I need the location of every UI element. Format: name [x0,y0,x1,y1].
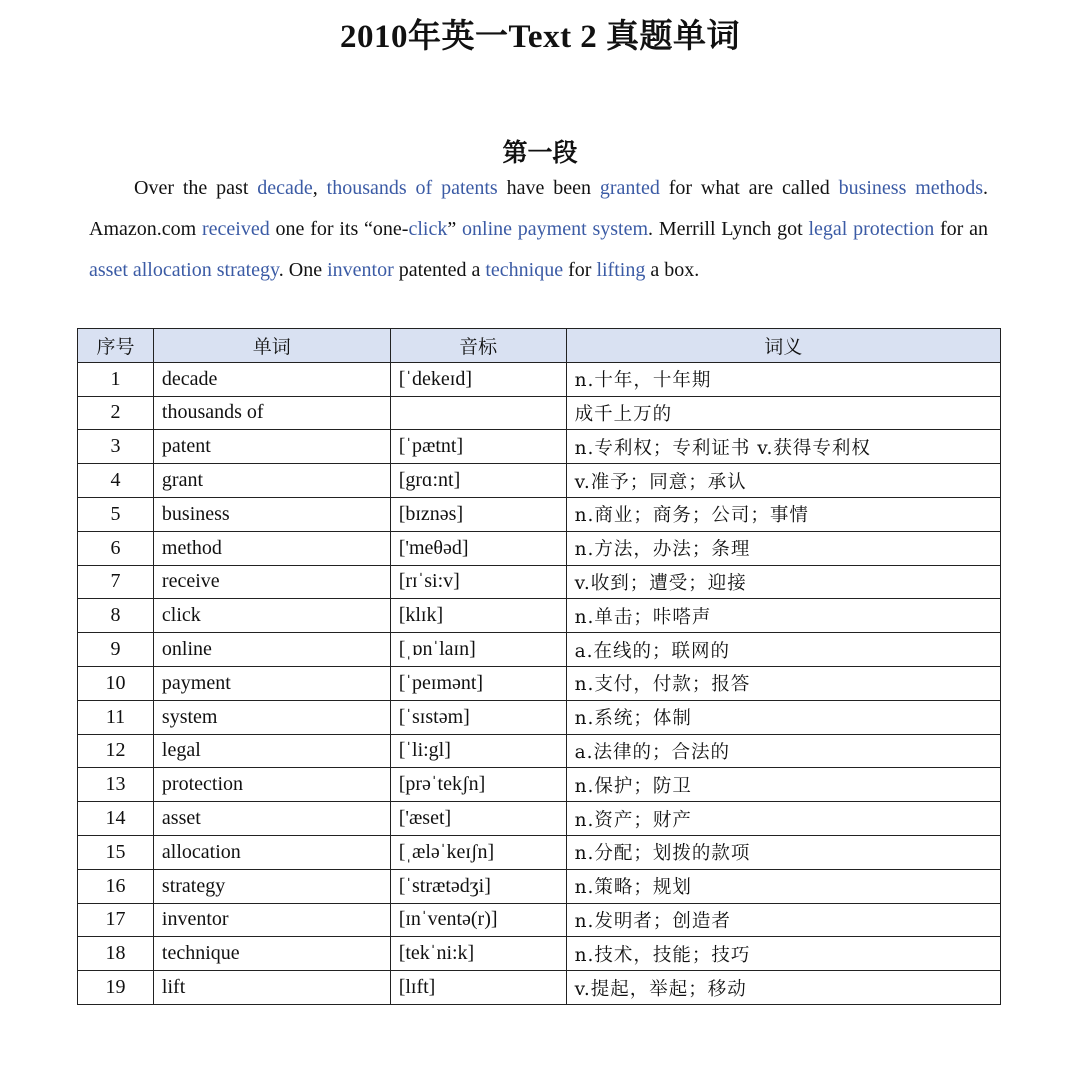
highlighted-term: online payment system [462,218,649,240]
row-meaning: n.商业；商务；公司；事情 [566,497,1000,531]
row-index: 10 [78,666,154,700]
row-phonetic: [prəˈtekʃn] [390,768,566,802]
row-word: strategy [153,869,390,903]
row-index: 1 [78,362,154,396]
row-meaning: v.收到；遭受；迎接 [566,565,1000,599]
table-row [78,362,1001,396]
highlighted-term: technique [485,259,564,281]
row-meaning: v.提起，举起；移动 [566,971,1000,1005]
paragraph-text: . Merrill Lynch got [648,218,809,240]
row-index: 13 [78,768,154,802]
row-phonetic [390,396,566,430]
paragraph-text: one for its “one- [269,218,409,240]
row-meaning: n.单击；咔嗒声 [566,599,1000,633]
row-index: 19 [78,971,154,1005]
row-meaning: n.支付，付款；报答 [566,666,1000,700]
row-meaning: n.十年，十年期 [566,362,1000,396]
paragraph-text: for an [934,218,989,240]
row-word: allocation [153,835,390,869]
row-phonetic: [tekˈni:k] [390,937,566,971]
row-index: 11 [78,700,154,734]
row-phonetic: [ˈsɪstəm] [390,700,566,734]
row-word: online [153,633,390,667]
paragraph-text: patented a [393,259,486,281]
paragraph-text: . One [278,259,328,281]
row-phonetic: [ˈpeɪmənt] [390,666,566,700]
paragraph-text: Over the past [134,177,258,199]
table-row [78,497,1001,531]
row-word: thousands of [153,396,390,430]
row-index: 7 [78,565,154,599]
row-word: receive [153,565,390,599]
row-meaning: n.发明者；创造者 [566,903,1000,937]
paragraph-text: . Amazon.com [89,177,989,240]
row-meaning: n.方法，办法；条理 [566,531,1000,565]
paragraph-text: have been [497,177,600,199]
row-meaning: n.系统；体制 [566,700,1000,734]
row-phonetic: [lɪft] [390,971,566,1005]
page-title: 2010年英一Text 2 真题单词 [339,19,741,55]
row-phonetic: ['æset] [390,802,566,836]
row-phonetic: [ɪnˈventə(r)] [390,903,566,937]
row-index: 18 [78,937,154,971]
table-row [78,633,1001,667]
row-word: payment [153,666,390,700]
table-row [78,599,1001,633]
paragraph-text: a box. [645,259,700,281]
row-word: lift [153,971,390,1005]
row-index: 3 [78,430,154,464]
row-word: decade [153,362,390,396]
table-row [78,396,1001,430]
row-meaning: n.策略；规划 [566,869,1000,903]
row-phonetic: [rɪˈsi:v] [390,565,566,599]
highlighted-term: legal protection [808,218,935,240]
row-index: 5 [78,497,154,531]
row-word: method [153,531,390,565]
row-word: patent [153,430,390,464]
row-index: 9 [78,633,154,667]
row-word: technique [153,937,390,971]
row-phonetic: [ˈdekeɪd] [390,362,566,396]
row-meaning: n.技术，技能；技巧 [566,937,1000,971]
vocabulary-table [77,328,1001,1005]
row-meaning: n.分配；划拨的款项 [566,835,1000,869]
table-row [78,464,1001,498]
header-index: 序号 [78,329,154,363]
table-row [78,531,1001,565]
table-row [78,937,1001,971]
table-row [78,565,1001,599]
row-meaning: n.资产；财产 [566,802,1000,836]
row-meaning: n.专利权；专利证书 v.获得专利权 [566,430,1000,464]
row-meaning: 成千上万的 [566,396,1000,430]
row-index: 2 [78,396,154,430]
row-index: 12 [78,734,154,768]
section-heading: 第一段 [502,140,578,167]
row-phonetic: [klɪk] [390,599,566,633]
highlighted-term: lifting [596,259,646,281]
row-phonetic: [ˈpætnt] [390,430,566,464]
passage-paragraph [89,168,988,291]
row-word: asset [153,802,390,836]
row-index: 15 [78,835,154,869]
highlighted-term: business methods [838,177,984,199]
table-row [78,869,1001,903]
paragraph-text: ” [447,218,463,240]
table-row [78,802,1001,836]
row-meaning: n.保护；防卫 [566,768,1000,802]
row-phonetic: [ˈstrætədʒi] [390,869,566,903]
highlighted-term: inventor [327,259,394,281]
row-index: 14 [78,802,154,836]
row-phonetic: [ˌæləˈkeɪʃn] [390,835,566,869]
row-phonetic: [bɪznəs] [390,497,566,531]
table-row [78,734,1001,768]
paragraph-text: for [563,259,597,281]
row-word: business [153,497,390,531]
row-index: 8 [78,599,154,633]
row-phonetic: [ˌɒnˈlaɪn] [390,633,566,667]
table-row [78,768,1001,802]
table-row [78,971,1001,1005]
row-phonetic: ['meθəd] [390,531,566,565]
row-word: legal [153,734,390,768]
table-row [78,700,1001,734]
row-meaning: v.准予；同意；承认 [566,464,1000,498]
row-phonetic: [ˈli:gl] [390,734,566,768]
highlighted-term: granted [599,177,660,199]
table-row [78,835,1001,869]
table-header-row [78,329,1001,363]
header-word: 单词 [153,329,390,363]
row-index: 6 [78,531,154,565]
highlighted-term: click [408,218,448,240]
row-word: inventor [153,903,390,937]
row-word: click [153,599,390,633]
row-meaning: a.在线的；联网的 [566,633,1000,667]
header-phonetic: 音标 [390,329,566,363]
paragraph-text: for what are called [659,177,839,199]
row-phonetic: [grɑ:nt] [390,464,566,498]
table-row [78,430,1001,464]
highlighted-term: received [202,218,270,240]
row-word: grant [153,464,390,498]
table-row [78,903,1001,937]
row-meaning: a.法律的；合法的 [566,734,1000,768]
header-meaning: 词义 [566,329,1000,363]
row-word: system [153,700,390,734]
table-row [78,666,1001,700]
paragraph-text: , [312,177,327,199]
row-word: protection [153,768,390,802]
row-index: 16 [78,869,154,903]
row-index: 17 [78,903,154,937]
highlighted-term: thousands of patents [326,177,498,199]
highlighted-term: decade [257,177,313,199]
highlighted-term: asset allocation strategy [89,259,279,281]
row-index: 4 [78,464,154,498]
